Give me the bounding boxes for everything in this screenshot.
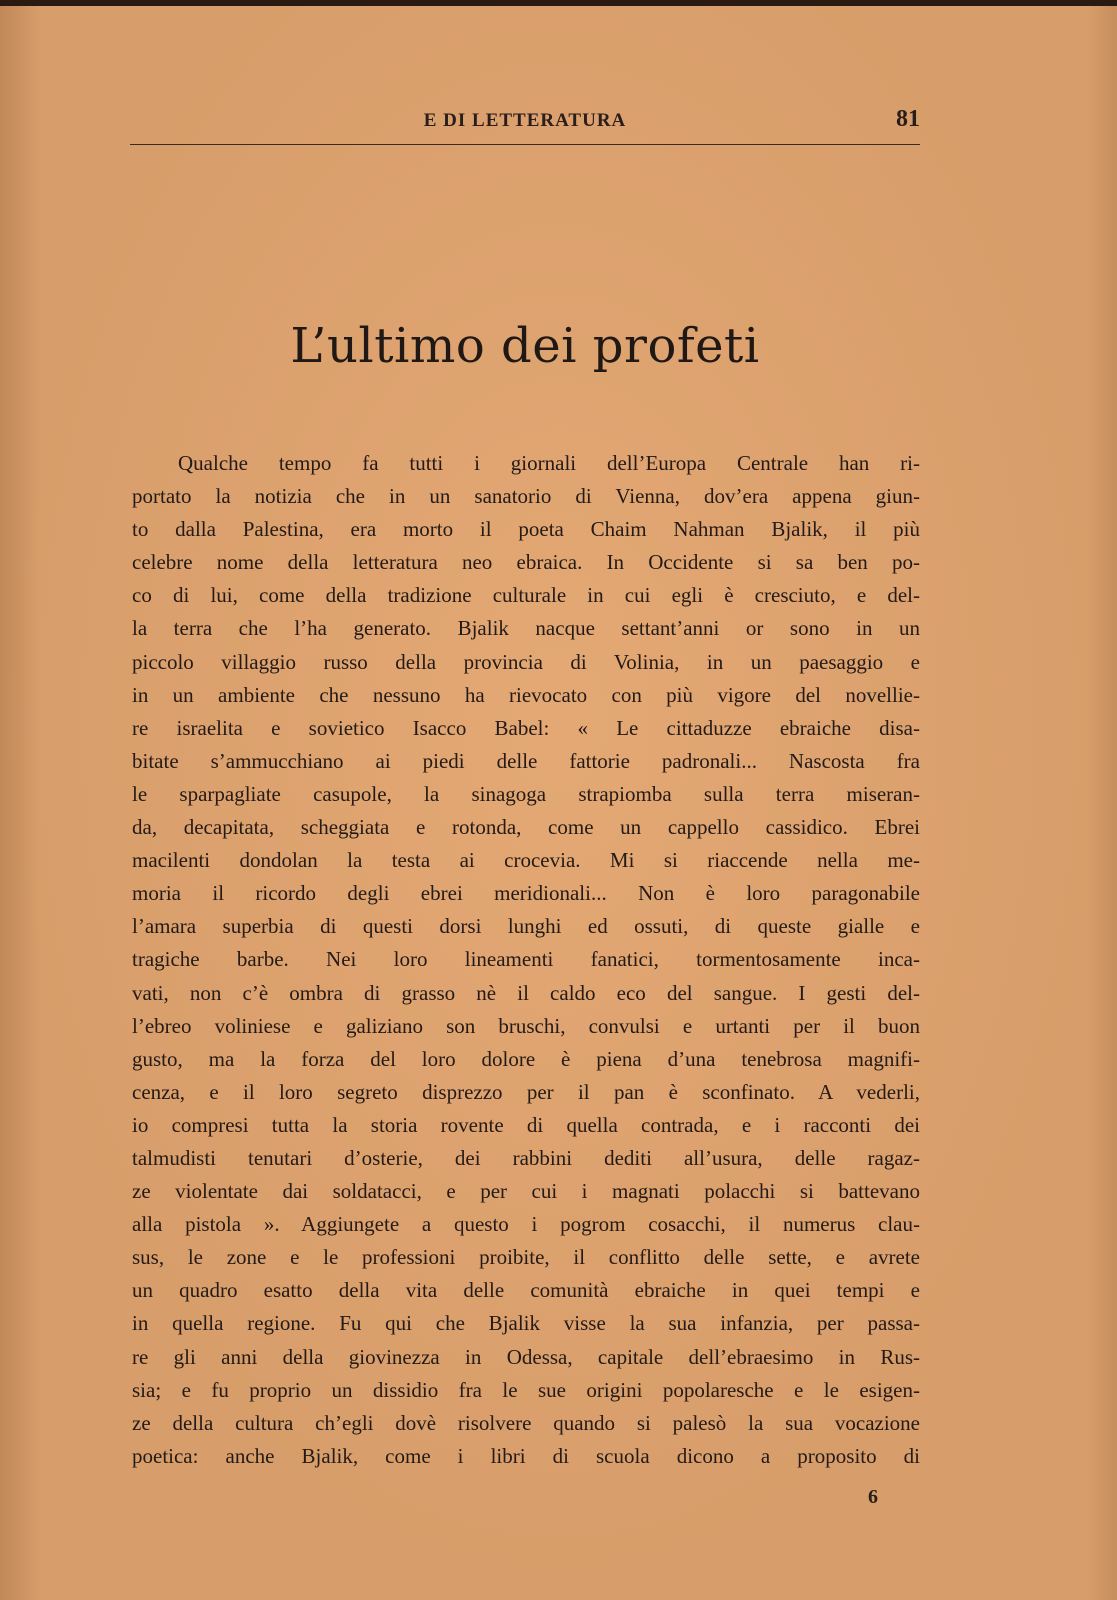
- page-top-edge: [0, 0, 1117, 6]
- text-line: vati, non c’è ombra di grasso nè il caldo eco del sangue. I gesti del-: [132, 980, 920, 1005]
- text-line: alla pistola ». Aggiungete a questo i pogrom cosacchi, il numerus clau-: [132, 1212, 920, 1237]
- text-line: Qualche tempo fa tutti i giornali dell’Europa Centrale han ri-: [178, 451, 920, 475]
- text-line: le sparpagliate casupole, la sinagoga strapiomba sulla terra miseran-: [132, 781, 920, 806]
- text-line: poetica: anche Bjalik, come i libri di scuola dicono a proposito di: [132, 1443, 920, 1468]
- text-line: sus, le zone e le professioni proibite, il conflitto delle sette, e avrete: [132, 1245, 920, 1270]
- signature-mark: 6: [868, 1486, 878, 1508]
- text-line: cenza, e il loro segreto disprezzo per il pan è sconfinato. A vederli,: [132, 1079, 920, 1104]
- text-line: macilenti dondolan la testa ai crocevia. Mi si riaccende nella me-: [132, 848, 920, 873]
- text-line: re israelita e sovietico Isacco Babel: « Le cittaduzze ebraiche disa-: [132, 715, 920, 740]
- text-line: to dalla Palestina, era morto il poeta Chaim Nahman Bjalik, il più: [132, 517, 920, 542]
- text-line: in quella regione. Fu qui che Bjalik visse la sua infanzia, per passa-: [132, 1311, 920, 1336]
- text-line: talmudisti tenutari d’osterie, dei rabbini dediti all’usura, delle ragaz-: [132, 1145, 920, 1170]
- text-line: co di lui, come della tradizione culturale in cui egli è cresciuto, e del-: [132, 583, 920, 608]
- text-line: l’ebreo voliniese e galiziano son bruschi, convulsi e urtanti per il buon: [132, 1013, 920, 1038]
- text-line: l’amara superbia di questi dorsi lunghi ed ossuti, di queste gialle e: [132, 914, 920, 939]
- article-title: L’ultimo dei profeti: [290, 318, 760, 374]
- running-header: [130, 104, 920, 145]
- running-title: E DI LETTERATURA: [423, 110, 627, 131]
- text-line: sia; e fu proprio un dissidio fra le sue origini popolaresche e le esigen-: [132, 1377, 920, 1402]
- text-line: piccolo villaggio russo della provincia di Volinia, in un paesaggio e: [132, 649, 920, 674]
- text-line: io compresi tutta la storia rovente di quella contrada, e i racconti dei: [132, 1112, 920, 1137]
- text-line: ze della cultura ch’egli dovè risolvere quando si palesò la sua vocazione: [132, 1410, 920, 1435]
- text-line: re gli anni della giovinezza in Odessa, capitale dell’ebraesimo in Rus-: [132, 1344, 920, 1369]
- text-line: da, decapitata, scheggiata e rotonda, come un cappello cassidico. Ebrei: [132, 815, 920, 840]
- article-body: [132, 447, 920, 1473]
- text-line: moria il ricordo degli ebrei meridionali... Non è loro paragonabile: [132, 881, 920, 906]
- text-line: gusto, ma la forza del loro dolore è piena d’una tenebrosa magnifi-: [132, 1046, 920, 1071]
- text-line: celebre nome della letteratura neo ebraica. In Occidente si sa ben po-: [132, 550, 920, 575]
- text-line: in un ambiente che nessuno ha rievocato con più vigore del novellie-: [132, 682, 920, 707]
- text-line: ze violentate dai soldatacci, e per cui i magnati polacchi si battevano: [132, 1179, 920, 1204]
- text-line: tragiche barbe. Nei loro lineamenti fanatici, tormentosamente inca-: [132, 947, 920, 972]
- text-line: un quadro esatto della vita delle comunità ebraiche in quei tempi e: [132, 1278, 920, 1303]
- text-line: la terra che l’ha generato. Bjalik nacque settant’anni or sono in un: [132, 616, 920, 641]
- page-number: 81: [896, 106, 920, 132]
- text-line: portato la notizia che in un sanatorio di Vienna, dov’era appena giun-: [132, 484, 920, 509]
- text-line: bitate s’ammucchiano ai piedi delle fattorie padronali... Nascosta fra: [132, 748, 920, 773]
